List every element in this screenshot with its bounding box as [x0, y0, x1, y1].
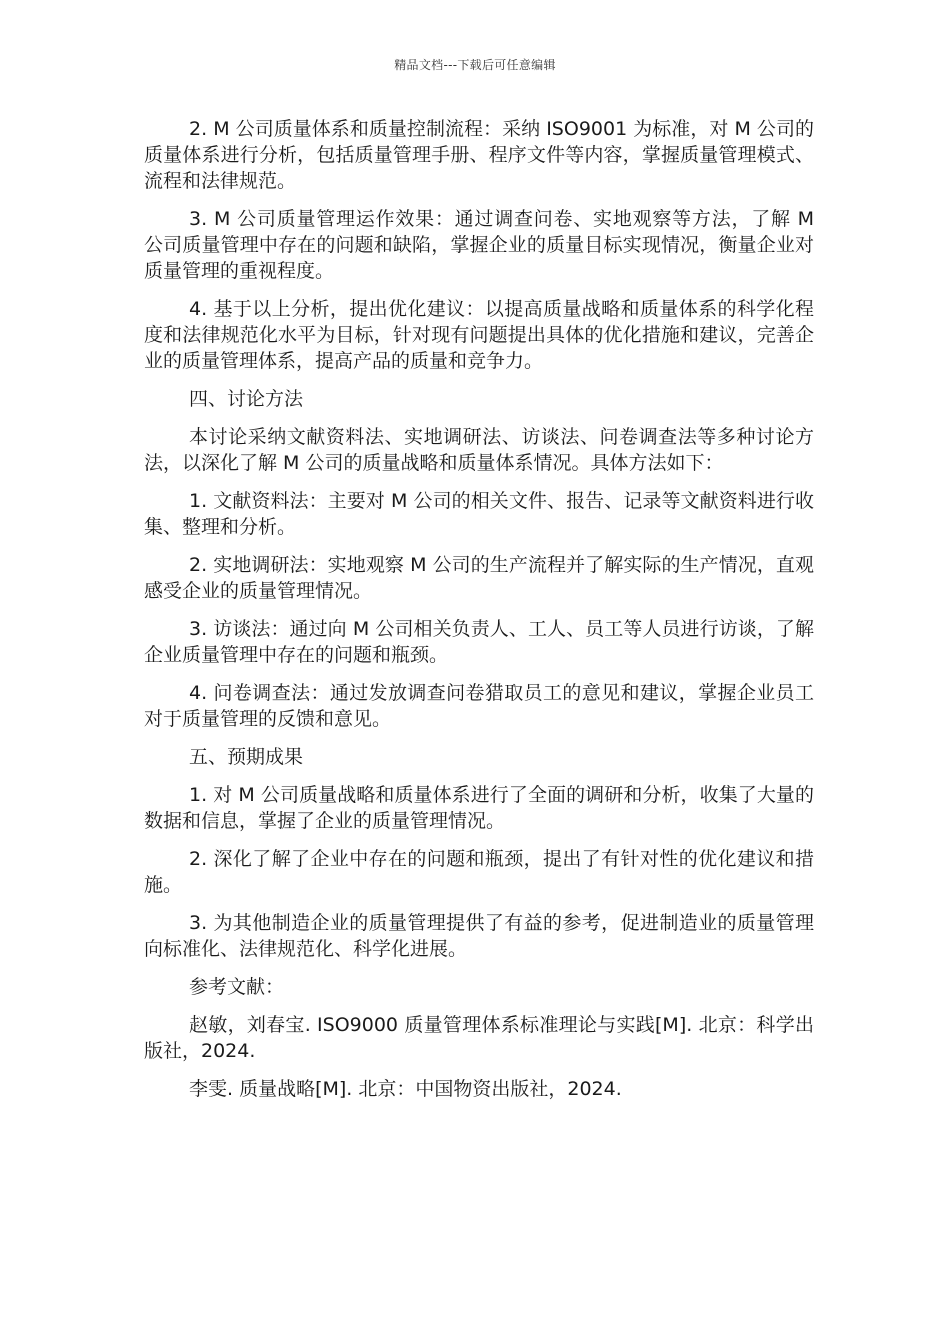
- reference-item-2: 李雯. 质量战略[M]. 北京：中国物资出版社，2024.: [189, 1078, 622, 1100]
- paragraph-method-field-research: 2. 实地调研法：实地观察 M 公司的生产流程并了解实际的生产情况，直观感受企业的质量管理情况。: [144, 554, 814, 602]
- section-heading-references: 参考文献：: [189, 976, 285, 998]
- reference-item-1: 赵敏，刘春宝. ISO9000 质量管理体系标准理论与实践[M]. 北京：科学出版社，2024.: [144, 1014, 814, 1062]
- paragraph-result-2: 2. 深化了解了企业中存在的问题和瓶颈，提出了有针对性的优化建议和措施。: [144, 848, 814, 896]
- section-heading-expected-results: 五、预期成果: [189, 746, 304, 768]
- paragraph-item-3-operation-effect: 3. M 公司质量管理运作效果：通过调查问卷、实地观察等方法，了解 M 公司质量管理中存在的问题和缺陷，掌握企业的质量目标实现情况，衡量企业对质量管理的重视程度。: [144, 208, 814, 282]
- page-header: 精品文档---下载后可任意编辑: [394, 58, 556, 72]
- paragraph-result-1: 1. 对 M 公司质量战略和质量体系进行了全面的调研和分析，收集了大量的数据和信息，掌握了企业的质量管理情况。: [144, 784, 814, 832]
- paragraph-item-4-optimization: 4. 基于以上分析，提出优化建议：以提高质量战略和质量体系的科学化程度和法律规范化水平为目标，针对现有问题提出具体的优化措施和建议，完善企业的质量管理体系，提高产品的质量和竞争力。: [144, 298, 814, 372]
- section-heading-methods: 四、讨论方法: [189, 388, 304, 410]
- paragraph-method-questionnaire: 4. 问卷调查法：通过发放调查问卷猎取员工的意见和建议，掌握企业员工对于质量管理的反馈和意见。: [144, 682, 814, 730]
- paragraph-methods-intro: 本讨论采纳文献资料法、实地调研法、访谈法、问卷调查法等多种讨论方法，以深化了解 M 公司的质量战略和质量体系情况。具体方法如下：: [144, 426, 814, 474]
- paragraph-item-2-quality-system: 2. M 公司质量体系和质量控制流程：采纳 ISO9001 为标准，对 M 公司的质量体系进行分析，包括质量管理手册、程序文件等内容，掌握质量管理模式、流程和法律规范。: [144, 118, 814, 192]
- document-body: [144, 116, 814, 1114]
- paragraph-result-3: 3. 为其他制造企业的质量管理提供了有益的参考，促进制造业的质量管理向标准化、法律规范化、科学化进展。: [144, 912, 814, 960]
- paragraph-method-interview: 3. 访谈法：通过向 M 公司相关负责人、工人、员工等人员进行访谈，了解企业质量管理中存在的问题和瓶颈。: [144, 618, 814, 666]
- paragraph-method-literature: 1. 文献资料法：主要对 M 公司的相关文件、报告、记录等文献资料进行收集、整理和分析。: [144, 490, 814, 538]
